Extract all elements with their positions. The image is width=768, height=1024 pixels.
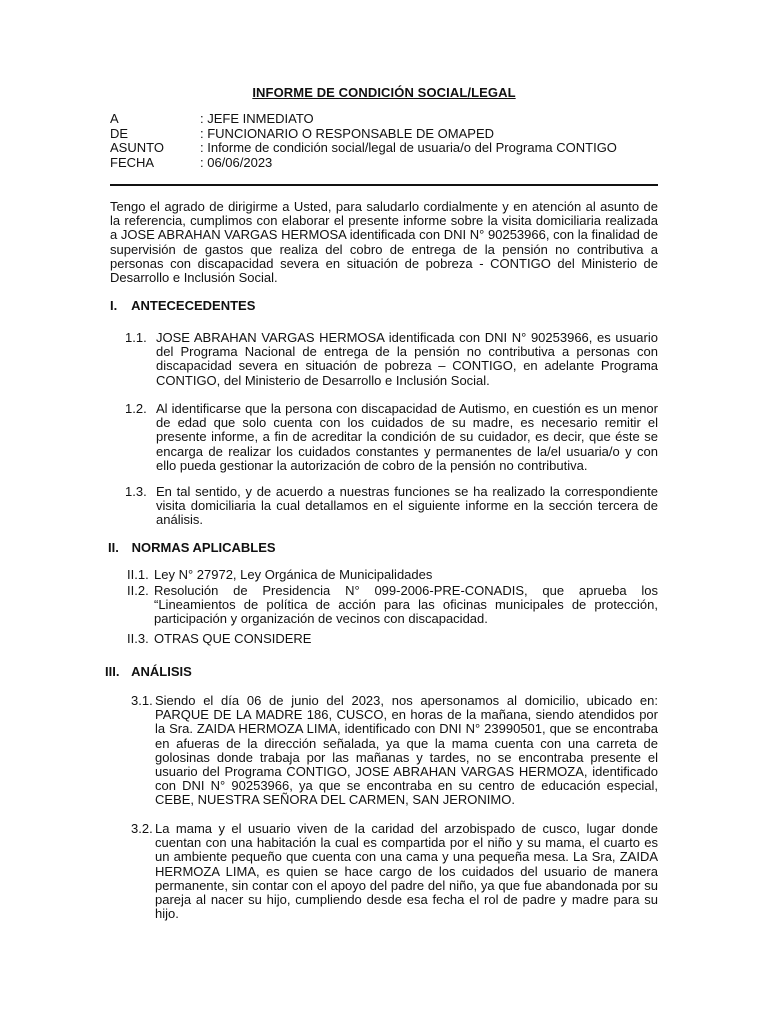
- section-number: II.: [108, 540, 119, 555]
- item-text: Al identificarse que la persona con discapacidad de Autismo, en cuestión es un menor de edad que solo cuenta con los cuidados de su madre, es necesario remitir el presente informe, a fin de acreditar la condición de su cuidador, es decir, que éste se encarga de realizar los cuidados constantes y permanentes de la/el usuaria/o y con ello pueda gestionar la autorización de cobro de la pensión no contributiva.: [156, 401, 658, 473]
- list-item: [0, 485, 768, 530]
- header-value: : JEFE INMEDIATO: [200, 111, 314, 126]
- list-item: [0, 402, 768, 477]
- header-row-from: [110, 127, 617, 142]
- header-label: A: [110, 111, 119, 126]
- memo-header: [110, 112, 617, 170]
- item-number: 3.1.: [131, 693, 153, 708]
- section-heading: [110, 298, 255, 313]
- item-number: II.2.: [127, 583, 149, 598]
- section-title: ANTECECEDENTES: [131, 298, 256, 313]
- item-number: II.3.: [127, 631, 149, 646]
- section-number: III.: [105, 664, 120, 679]
- list-item: [0, 584, 768, 630]
- header-label: ASUNTO: [110, 140, 164, 155]
- list-item: [0, 568, 768, 583]
- list-item: [0, 632, 768, 647]
- section-heading: [105, 664, 192, 679]
- item-number: 1.1.: [125, 330, 147, 345]
- header-value: : FUNCIONARIO O RESPONSABLE DE OMAPED: [200, 125, 494, 141]
- section-title: NORMAS APLICABLES: [131, 540, 276, 555]
- item-number: 3.2.: [131, 821, 153, 836]
- section-title: ANÁLISIS: [131, 664, 192, 679]
- header-row-subject: [110, 141, 617, 156]
- header-row-to: [110, 112, 617, 127]
- item-number: 1.3.: [125, 484, 147, 499]
- item-text: OTRAS QUE CONSIDERE: [154, 631, 312, 646]
- section-heading: [108, 540, 276, 555]
- list-item: [0, 331, 768, 391]
- item-text: La mama y el usuario viven de la caridad del arzobispado de cusco, lugar donde cuentan con una habitación la cual es compartida por el niño y su mama, el cuarto es un ambiente pequeño que cuenta con una cama y una pequeña mesa. La Sra, ZAIDA HERMOZA LIMA, es quien se hace cargo de los cuidados del usuario de manera permanente, sin contar con el apoyo del padre del niño, ya que fue abandonada por su pareja al nacer su hijo, cumpliendo desde esa fecha el rol de padre y madre para su hijo.: [155, 821, 658, 922]
- item-number: 1.2.: [125, 401, 147, 416]
- header-row-date: [110, 156, 617, 171]
- document-title: INFORME DE CONDICIÓN SOCIAL/LEGAL: [252, 85, 516, 100]
- section-number: I.: [110, 298, 118, 313]
- item-text: JOSE ABRAHAN VARGAS HERMOSA identificada con DNI N° 90253966, es usuario del Programa Nacional de entrega de la pensión no contributiva a personas con discapacidad severa en situación de pobreza – CONTIGO, en adelante Programa CONTIGO, del Ministerio de Desarrollo e Inclusión Social.: [156, 330, 658, 388]
- item-number: II.1.: [127, 567, 149, 582]
- list-item: [0, 822, 768, 926]
- header-label: FECHA: [110, 154, 155, 170]
- list-item: [0, 694, 768, 812]
- intro-paragraph: Tengo el agrado de dirigirme a Usted, para saludarlo cordialmente y en atención al asunto de la referencia, cumplimos con elaborar el presente informe sobre la visita domiciliaria realizada a JOSE ABRAHAN VARGAS HERMOSA identificada con DNI N° 90253966, con la finalidad de supervisión de gastos que realiza del cobro de entrega de la pensión no contributiva a personas con discapacidad severa en situación de pobreza - CONTIGO del Ministerio de Desarrollo e Inclusión Social.: [110, 199, 658, 286]
- header-divider: [110, 184, 658, 186]
- header-label: DE: [110, 125, 129, 141]
- header-value: : 06/06/2023: [200, 154, 273, 170]
- item-text: Ley N° 27972, Ley Orgánica de Municipalidades: [154, 567, 433, 582]
- header-value: : Informe de condición social/legal de usuaria/o del Programa CONTIGO: [200, 140, 617, 155]
- item-text: Siendo el día 06 de junio del 2023, nos apersonamos al domicilio, ubicado en: PARQUE DE LA MADRE 186, CUSCO, en horas de la mañana, siendo atendidos por la Sra. ZAIDA HERMOZA LIMA, identificado con DNI N° 23990501, que se encontraba en afueras de la dirección señalada, ya que la mama cuenta con una carreta de golosinas donde trabaja por las mañanas y tardes, no se encontraba presente el usuario del Programa CONTIGO, JOSE ABRAHAN VARGAS HERMOZA, identificado con DNI N° 90253966, ya que se encontraba en su centro de educación especial, CEBE, NUESTRA SEÑORA DEL CARMEN, SAN JERONIMO.: [155, 693, 658, 808]
- item-text: En tal sentido, y de acuerdo a nuestras funciones se ha realizado la correspondiente visita domiciliaria la cual detallamos en el siguiente informe en la sección tercera de análisis.: [156, 484, 658, 528]
- item-text: Resolución de Presidencia N° 099-2006-PRE-CONADIS, que aprueba los “Lineamientos de política de acción para las oficinas municipales de protección, participación y organización de vecinos con discapacidad.: [154, 583, 658, 627]
